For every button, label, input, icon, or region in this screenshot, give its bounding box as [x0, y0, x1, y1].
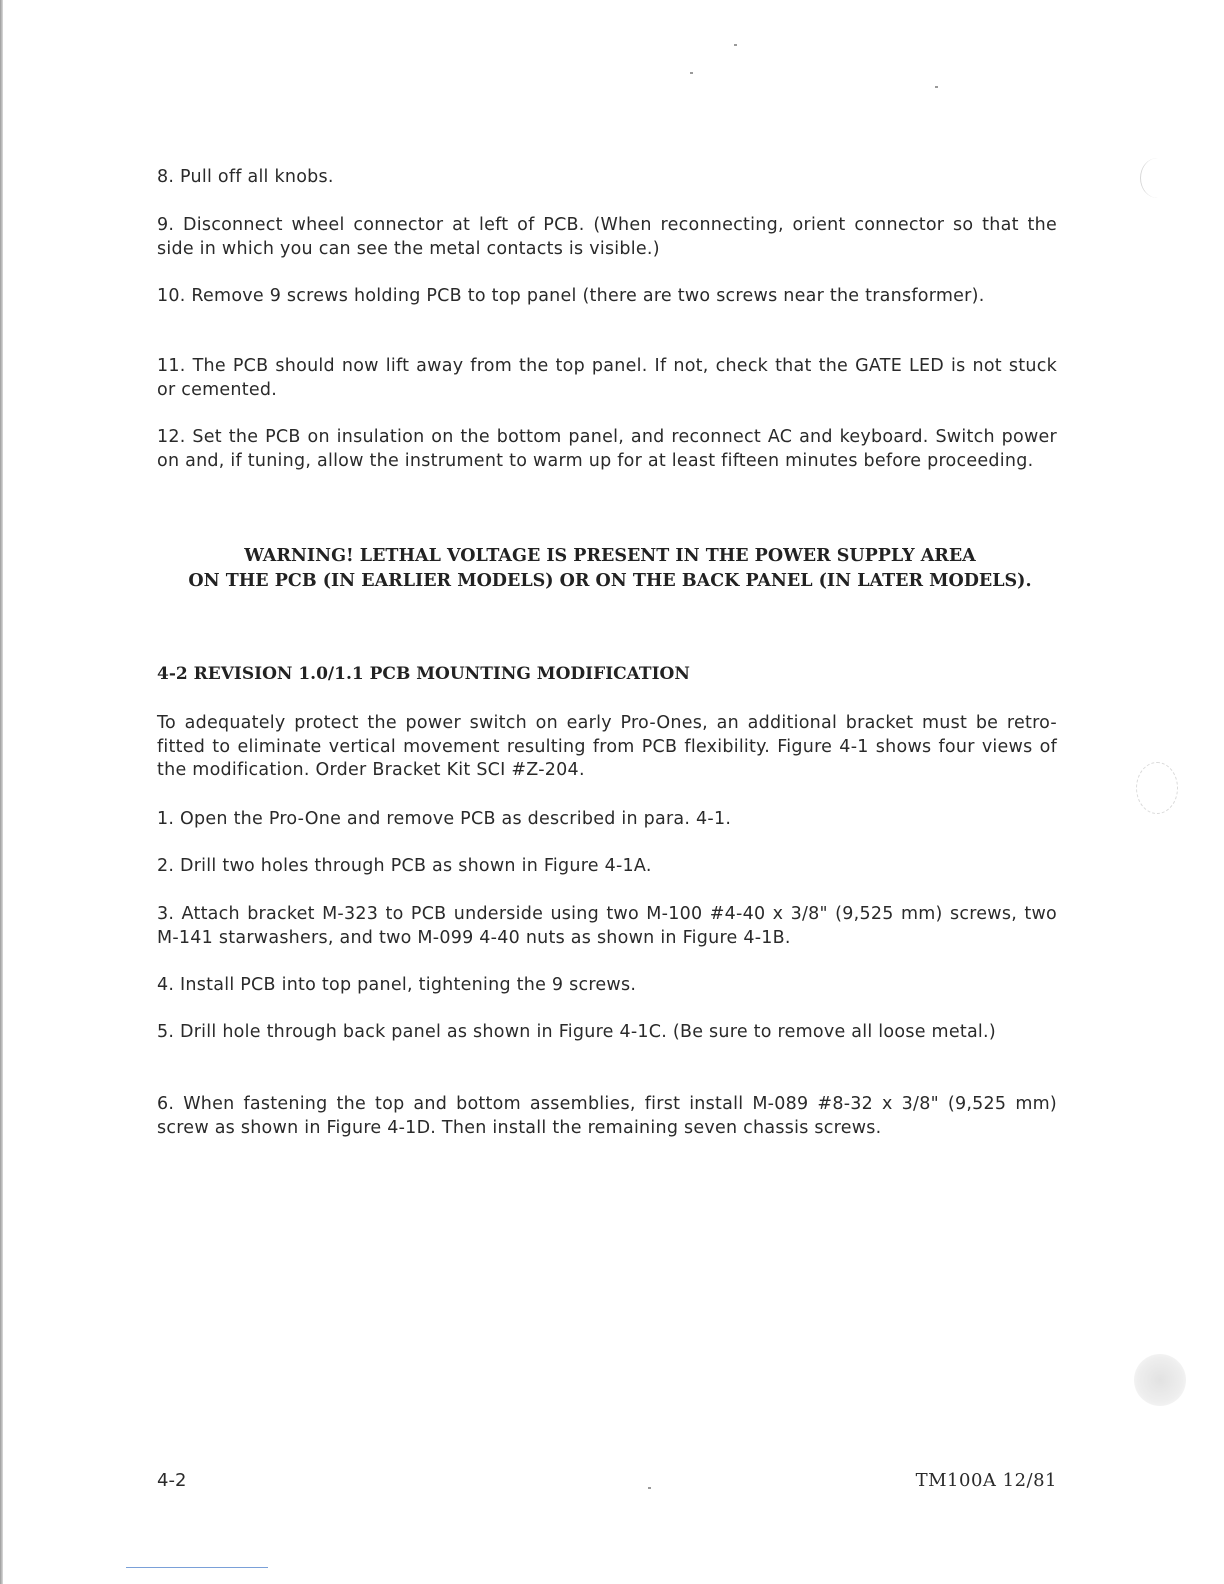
- step-8: 8. Pull off all knobs.: [157, 167, 334, 187]
- page-left-edge: [0, 0, 3, 1584]
- scan-speck: [648, 1487, 651, 1489]
- section-heading: 4-2 REVISION 1.0/1.1 PCB MOUNTING MODIFICATION: [157, 664, 690, 684]
- scan-speck: [734, 44, 737, 46]
- punch-hole-mark: [1134, 1354, 1186, 1406]
- step-9: 9. Disconnect wheel connector at left of PCB. (When reconnecting, orient connector so that the side in which you can see the metal contacts is visible.): [157, 215, 1057, 259]
- warning-line-1: WARNING! LETHAL VOLTAGE IS PRESENT IN THE POWER SUPPLY AREA: [244, 546, 976, 566]
- mod-step-3: 3. Attach bracket M-323 to PCB underside using two M-100 #4-40 x 3/8" (9,525 mm) screws, two M-141 starwashers, and two M-099 4-40 nuts as shown in Figure 4-1B.: [157, 904, 1057, 948]
- section-intro: To adequately protect the power switch on early Pro-Ones, an additional bracket must be retro-fitted to eliminate vertical movement resulting from PCB flexibility. Figure 4-1 shows four views of the modification. Order Bracket Kit SCI #Z-204.: [157, 713, 1057, 780]
- scan-speck: [935, 86, 938, 88]
- mod-step-6: 6. When fastening the top and bottom assemblies, first install M-089 #8-32 x 3/8" (9,525 mm) screw as shown in Figure 4-1D. Then install the remaining seven chassis screws.: [157, 1094, 1057, 1138]
- page-number: 4-2: [157, 1470, 187, 1491]
- step-12: 12. Set the PCB on insulation on the bottom panel, and reconnect AC and keyboard. Switch power on and, if tuning, allow the instrument to warm up for at least fifteen minutes before proceeding.: [157, 427, 1057, 471]
- punch-hole-mark: [1136, 762, 1178, 814]
- scan-speck: [690, 72, 693, 74]
- mod-step-5: 5. Drill hole through back panel as shown in Figure 4-1C. (Be sure to remove all loose metal.): [157, 1022, 996, 1042]
- step-11: 11. The PCB should now lift away from the top panel. If not, check that the GATE LED is not stuck or cemented.: [157, 356, 1057, 400]
- step-10: 10. Remove 9 screws holding PCB to top panel (there are two screws near the transformer).: [157, 286, 985, 306]
- scan-artifact-line: [126, 1567, 268, 1568]
- mod-step-2: 2. Drill two holes through PCB as shown in Figure 4-1A.: [157, 856, 652, 876]
- mod-step-4: 4. Install PCB into top panel, tightening the 9 screws.: [157, 975, 637, 995]
- punch-hole-mark: [1140, 158, 1175, 198]
- document-reference: TM100A 12/81: [915, 1470, 1057, 1491]
- warning-line-2: ON THE PCB (IN EARLIER MODELS) OR ON THE BACK PANEL (IN LATER MODELS).: [188, 571, 1032, 591]
- mod-step-1: 1. Open the Pro-One and remove PCB as described in para. 4-1.: [157, 809, 732, 829]
